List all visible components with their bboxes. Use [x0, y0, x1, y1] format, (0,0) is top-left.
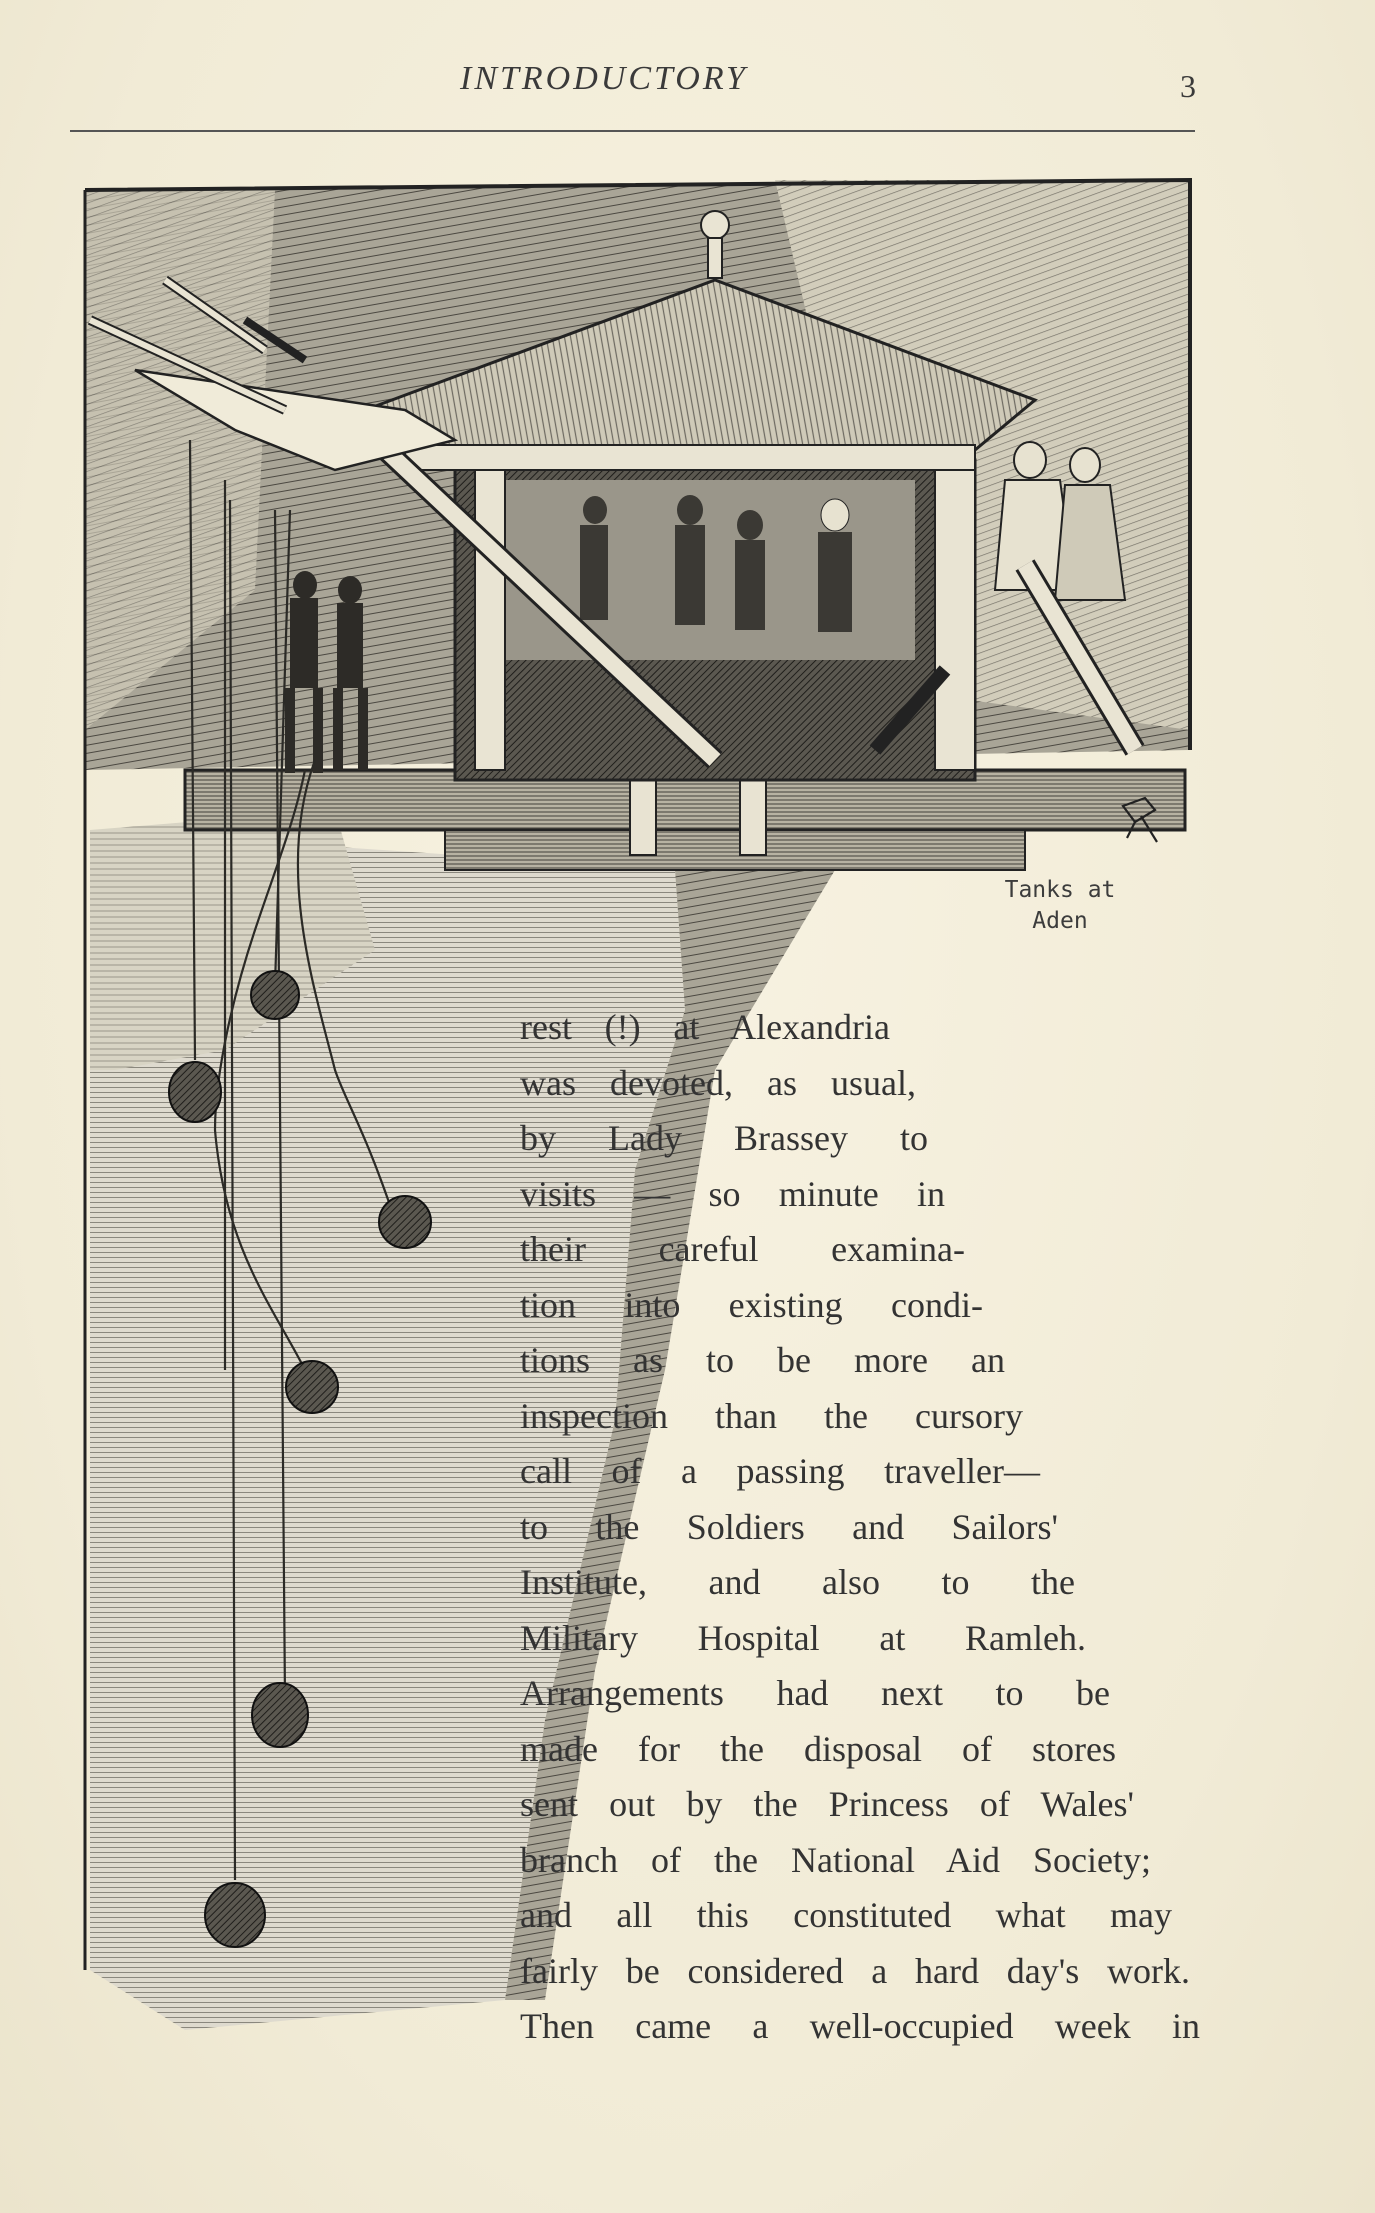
text-line: Institute, and also to the: [520, 1562, 1075, 1602]
caption-line-1: Tanks at: [1004, 877, 1116, 903]
text-line: was devoted, as usual,: [520, 1062, 916, 1103]
text-line: inspection than the cursory: [520, 1395, 1023, 1436]
text-line: Then came a well-occupied week in: [520, 2006, 1200, 2046]
text-line: call of a passing traveller—: [520, 1451, 1040, 1491]
text-line: sent out by the Princess of Wales': [520, 1784, 1134, 1824]
illustration-caption: [960, 875, 1160, 937]
text-line: tion into existing condi-: [520, 1284, 983, 1325]
text-line: and all this constituted what may: [520, 1895, 1172, 1935]
text-line: their careful examina-: [520, 1229, 965, 1269]
running-head: [0, 60, 1375, 104]
page-number: 3: [1180, 68, 1196, 104]
text-line: Arrangements had next to be: [520, 1673, 1110, 1713]
text-line: tions as to be more an: [520, 1340, 1005, 1380]
body-text: [520, 1000, 1200, 2055]
text-line: made for the disposal of stores: [520, 1728, 1116, 1769]
text-line: by Lady Brassey to: [520, 1118, 928, 1158]
header-rule: [70, 130, 1195, 132]
text-line: visits — so minute in: [520, 1173, 945, 1214]
caption-line-2: Aden: [1032, 908, 1088, 934]
text-line: fairly be considered a hard day's work.: [520, 1950, 1190, 1991]
text-line: rest (!) at Alexandria: [520, 1007, 890, 1047]
text-line: branch of the National Aid Society;: [520, 1839, 1151, 1880]
text-line: to the Soldiers and Sailors': [520, 1506, 1058, 1547]
text-line: Military Hospital at Ramleh.: [520, 1617, 1086, 1658]
running-title: INTRODUCTORY: [460, 60, 748, 97]
